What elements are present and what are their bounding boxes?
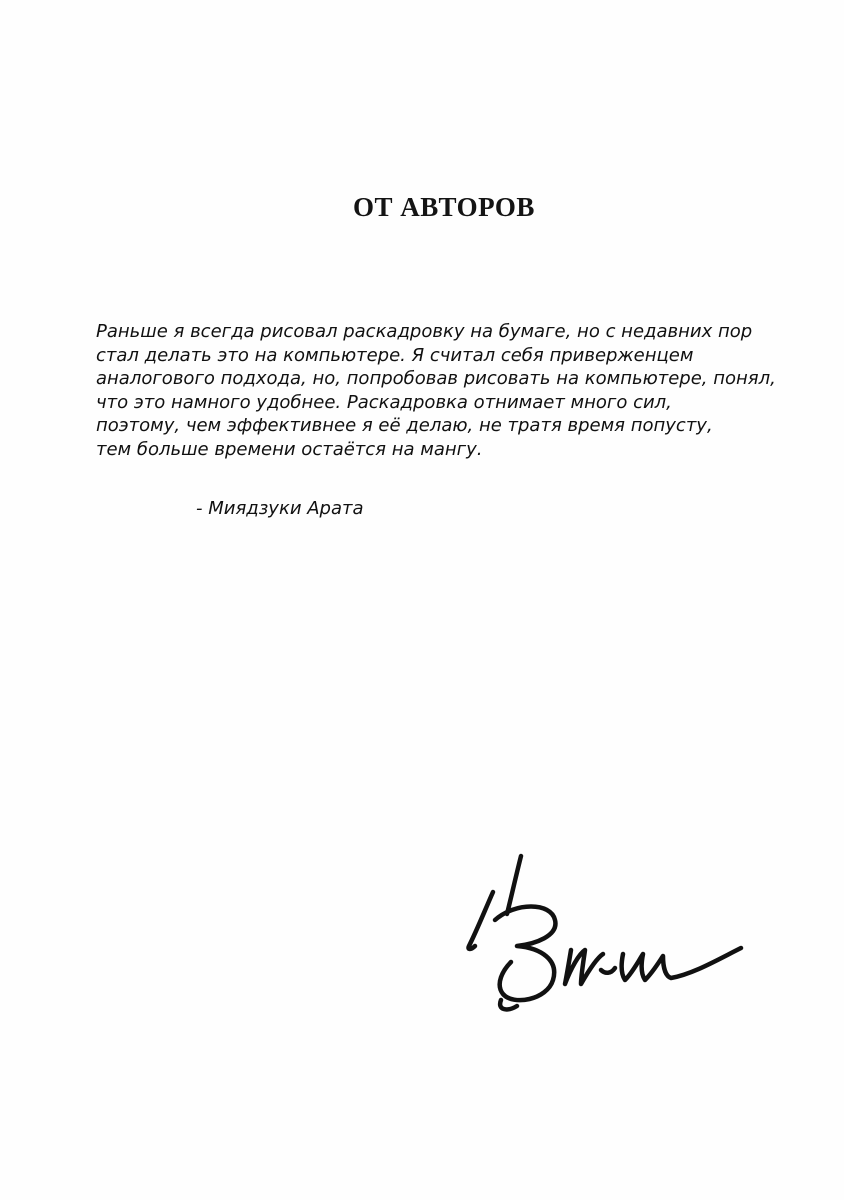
paragraph-line: Раньше я всегда рисовал раскадровку на бумаге, но с недавних пор: [96, 321, 753, 342]
handwritten-signature: [455, 850, 755, 1020]
page-title: ОТ АВТОРОВ: [353, 192, 535, 222]
author-note-paragraph: [96, 320, 776, 461]
paragraph-line: стал делать это на компьютере. Я считал себя приверженцем: [96, 344, 694, 366]
paragraph-line: что это намного удобнее. Раскадровка отнимает много сил,: [96, 391, 672, 413]
paragraph-line: поэтому, чем эффективнее я её делаю, не тратя время попусту,: [96, 415, 713, 436]
paragraph-line: тем больше времени остаётся на мангу.: [96, 438, 483, 460]
author-attribution: - Миядзуки Арата: [196, 498, 364, 519]
paragraph-line: аналогового подхода, но, попробовав рисовать на компьютере, понял,: [96, 368, 776, 389]
